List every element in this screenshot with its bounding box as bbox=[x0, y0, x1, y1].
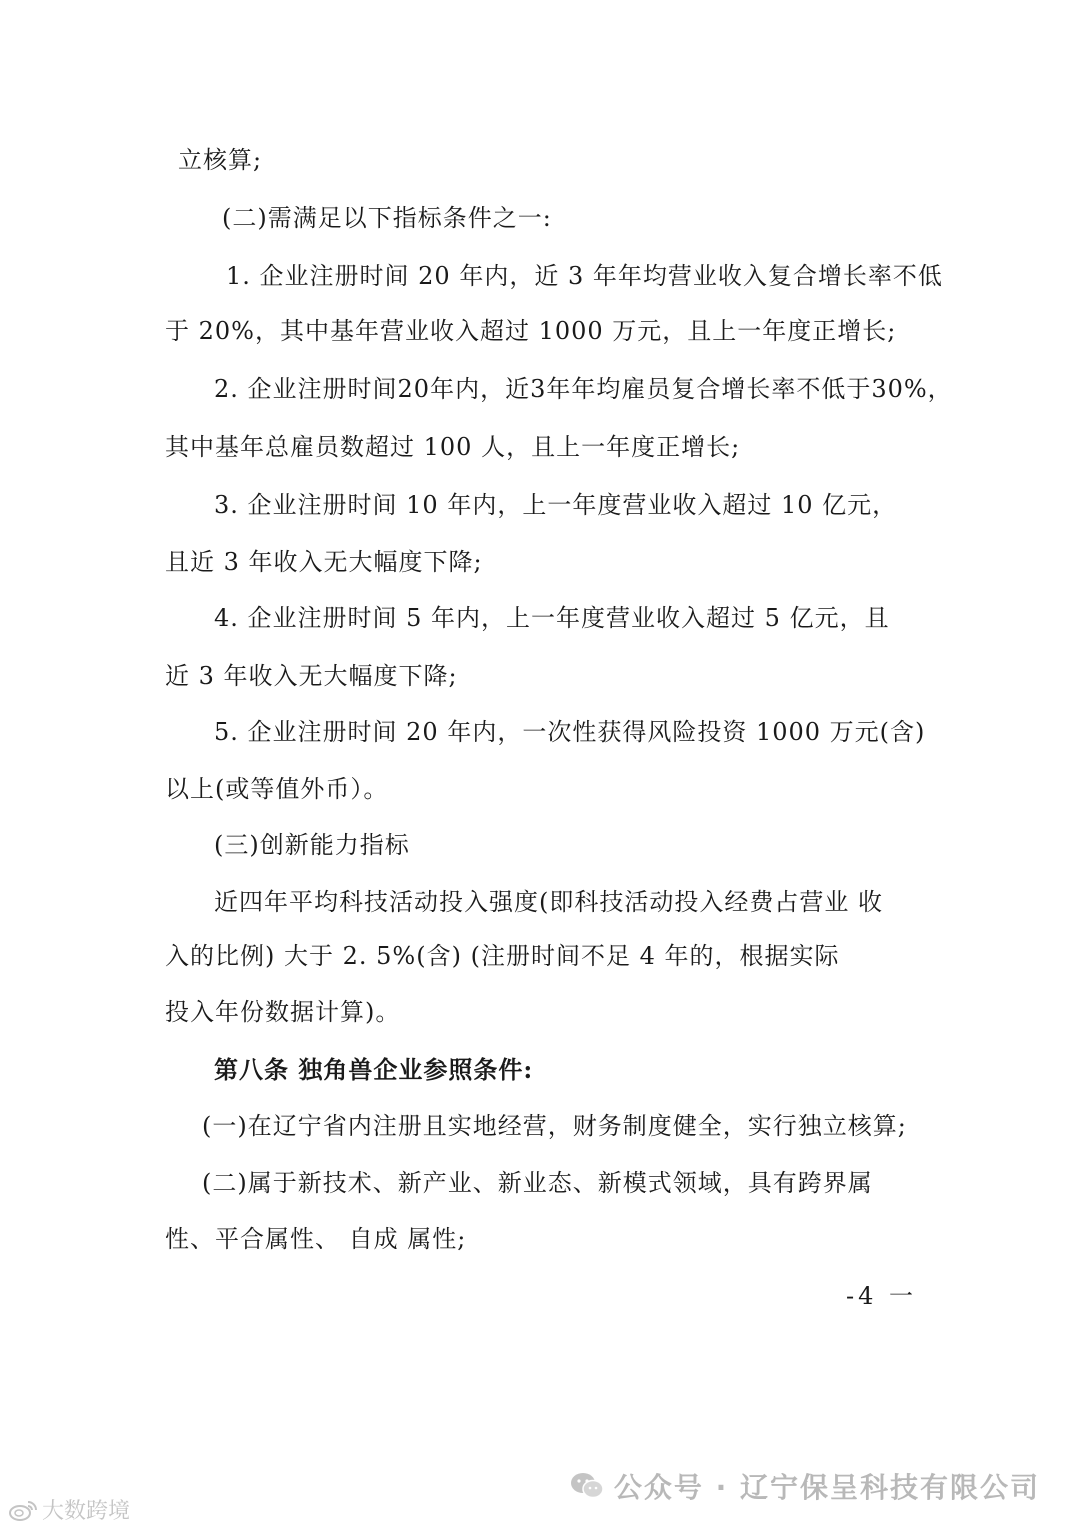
watermark-corner bbox=[8, 1494, 130, 1525]
body-line-11: 5. 企业注册时间 20 年内，一次性获得风险投资 1000 万元(含) bbox=[214, 718, 926, 746]
watermark-left-text: 大数跨境 bbox=[42, 1499, 131, 1524]
weibo-icon bbox=[8, 1498, 38, 1522]
watermark-official-account bbox=[570, 1466, 1040, 1506]
wechat-icon bbox=[570, 1471, 604, 1501]
body-line-1: 立核算; bbox=[178, 146, 263, 174]
page-number: -4 一 bbox=[846, 1282, 918, 1310]
body-line-14: 近四年平均科技活动投入强度(即科技活动投入经费占营业 收 bbox=[214, 888, 883, 916]
article-heading: 第八条 独角兽企业参照条件: bbox=[214, 1055, 534, 1084]
body-line-3: 1. 企业注册时间 20 年内，近 3 年年均营业收入复合增长率不低 bbox=[226, 262, 943, 290]
watermark-right-text: 公众号 · 辽宁保呈科技有限公司 bbox=[613, 1471, 1040, 1504]
section-heading-innovation: (三)创新能力指标 bbox=[214, 831, 410, 859]
body-line-20: 性、平合属性、 自成 属性; bbox=[165, 1225, 467, 1253]
body-line-18: (一)在辽宁省内注册且实地经营，财务制度健全，实行独立核算; bbox=[202, 1112, 907, 1140]
body-line-6: 其中基年总雇员数超过 100 人，且上一年度正增长; bbox=[165, 433, 741, 461]
body-line-12: 以上(或等值外币）。 bbox=[165, 775, 389, 803]
body-line-10: 近 3 年收入无大幅度下降; bbox=[165, 662, 458, 690]
body-line-2: (二)需满足以下指标条件之一: bbox=[222, 204, 552, 232]
body-line-15: 入的比例) 大于 2. 5%(含) (注册时间不足 4 年的，根据实际 bbox=[165, 942, 840, 970]
body-line-16: 投入年份数据计算)。 bbox=[165, 998, 401, 1026]
body-line-8: 且近 3 年收入无大幅度下降; bbox=[165, 548, 483, 576]
body-line-19: (二)属于新技术、新产业、新业态、新模式领域，具有跨界属 bbox=[202, 1169, 873, 1197]
body-line-5: 2. 企业注册时间20年内，近3年年均雇员复合增长率不低于30%， bbox=[214, 375, 953, 403]
body-line-7: 3. 企业注册时间 10 年内，上一年度营业收入超过 10 亿元， bbox=[214, 491, 898, 519]
body-line-4: 于 20%，其中基年营业收入超过 1000 万元，且上一年度正增长; bbox=[165, 317, 897, 345]
body-line-9: 4. 企业注册时间 5 年内，上一年度营业收入超过 5 亿元，且 bbox=[214, 604, 890, 632]
